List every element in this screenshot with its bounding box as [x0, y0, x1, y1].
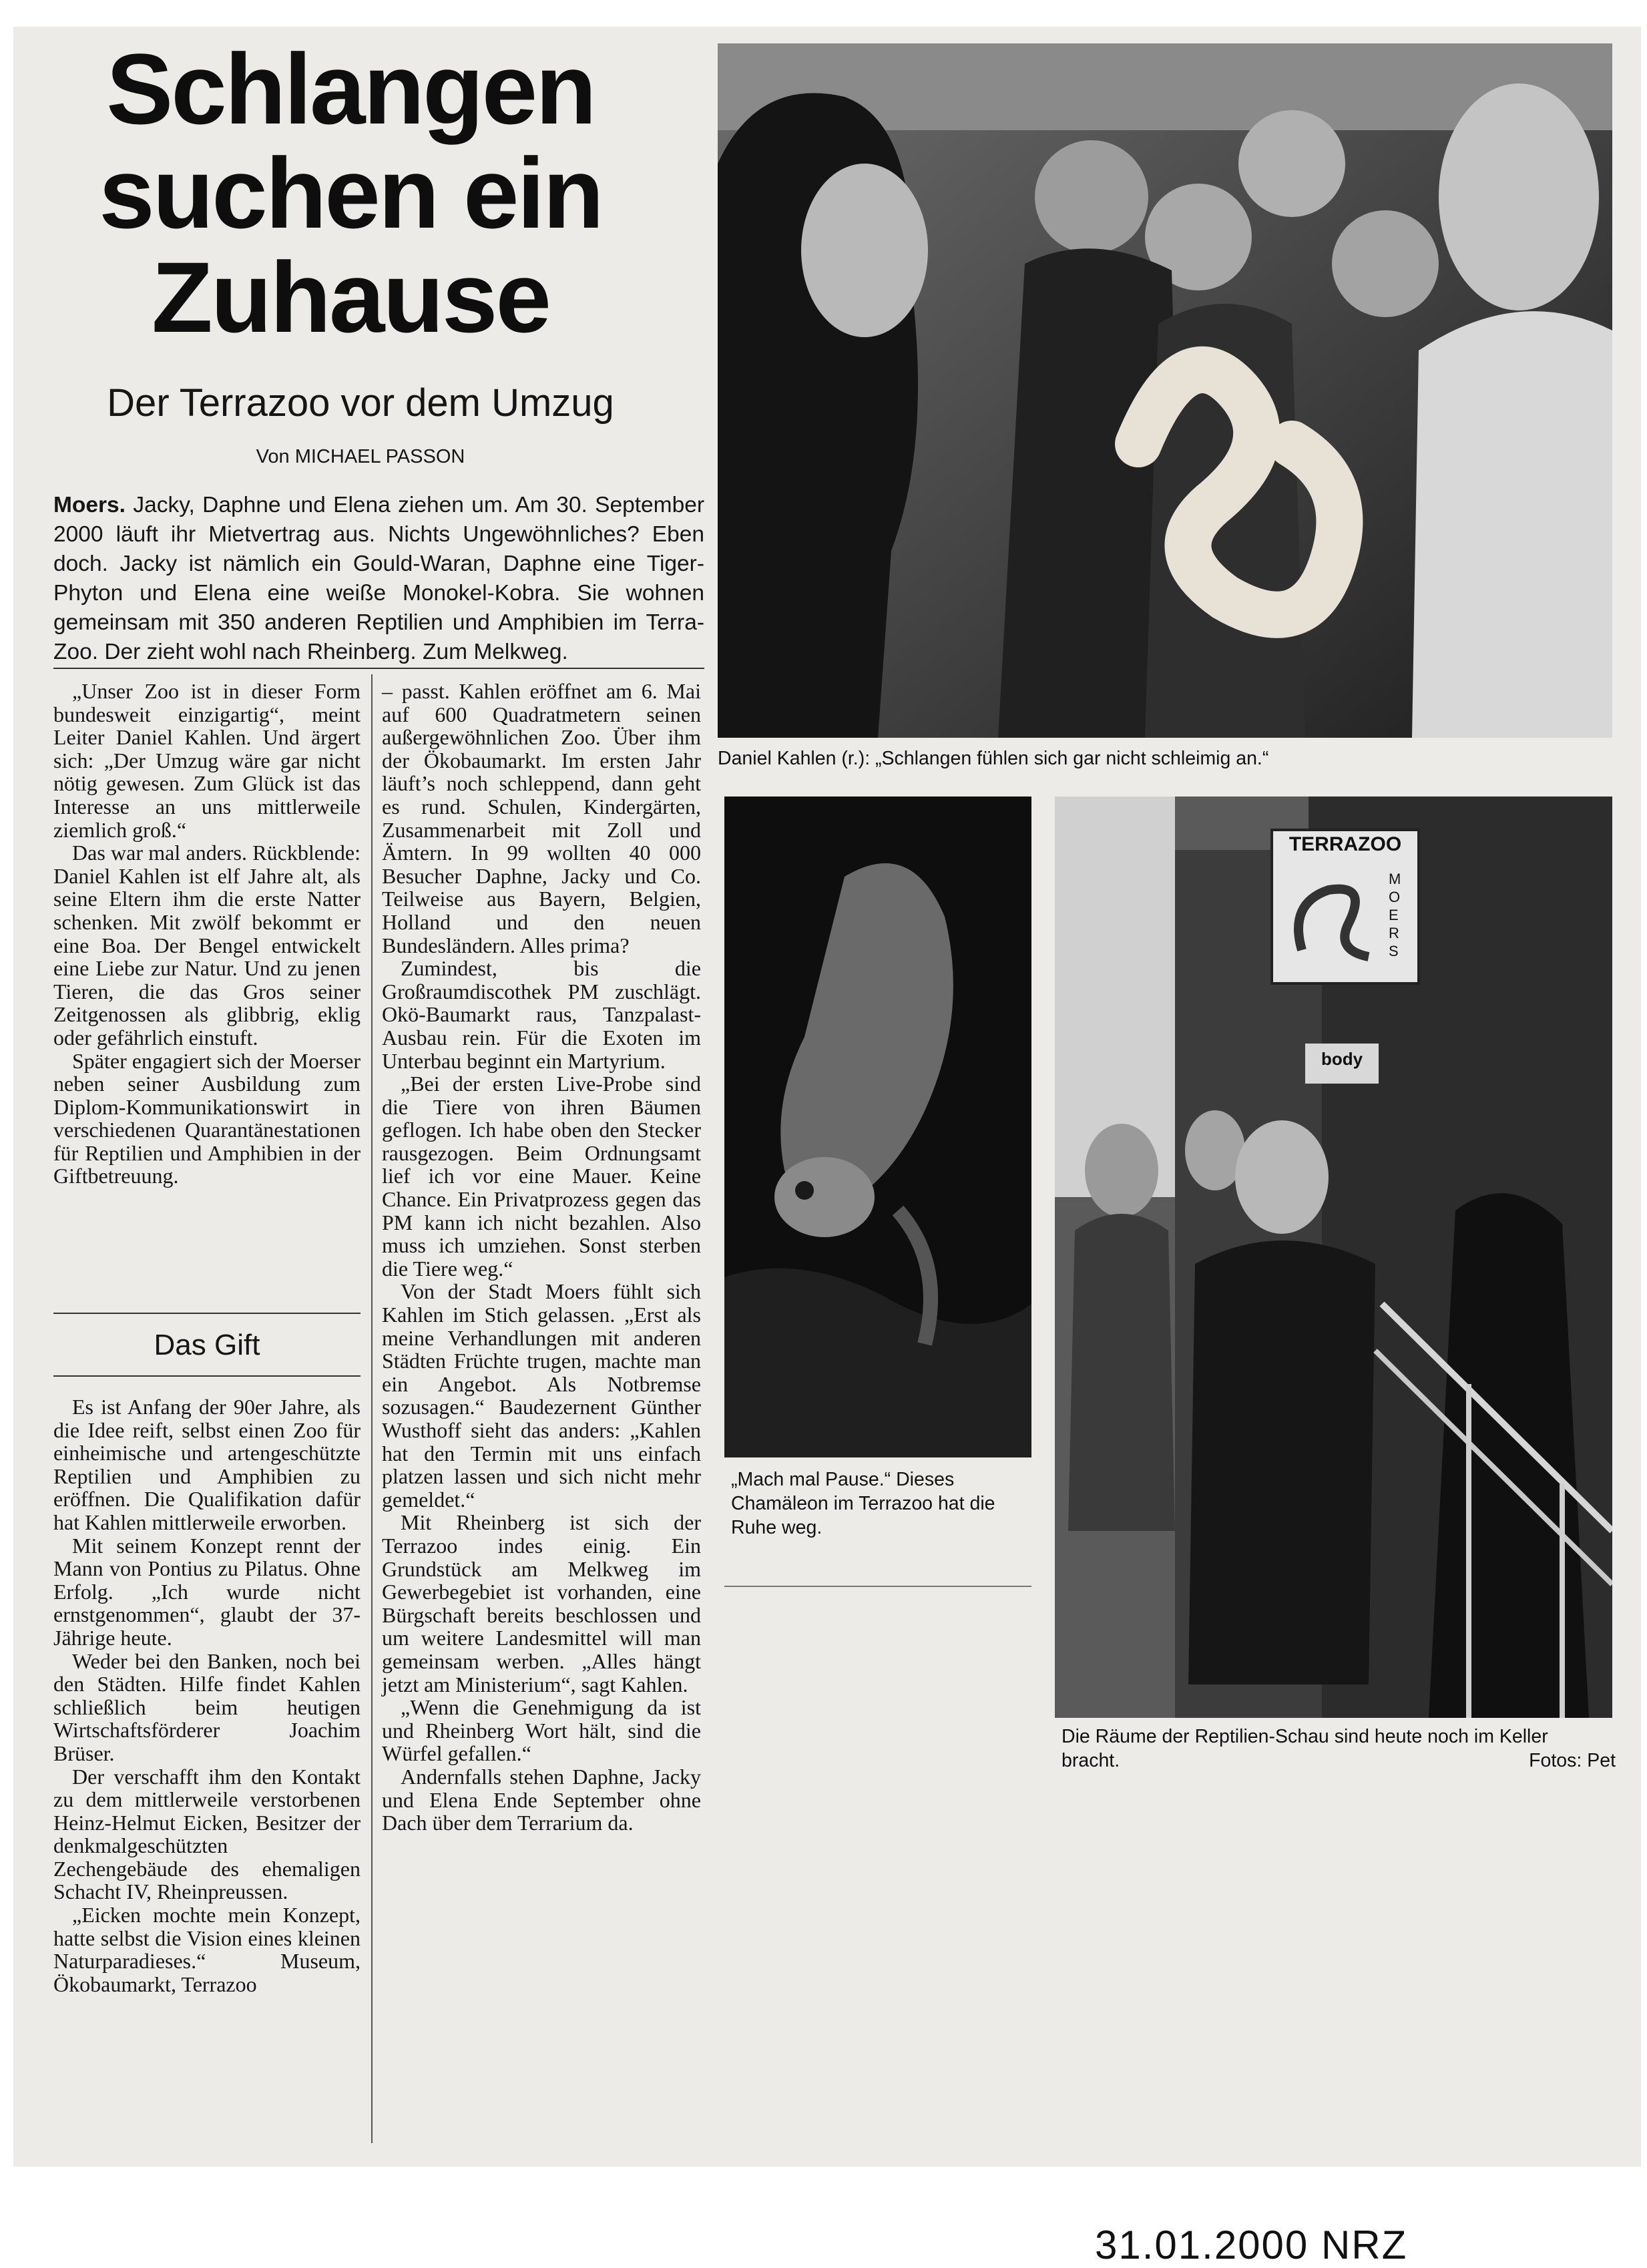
headline-line: suchen ein — [99, 137, 602, 249]
photo-entrance — [1055, 797, 1612, 1718]
paragraph: „Bei der ersten Live-Probe sind die Tiere von ihren Bäumen geflogen. Ich habe oben den Stecker rausgezogen. Beim Ordnungsamt lief ich vor eine Mauer. Keine Chance. Ein Privatprozess gegen das PM kann ich nicht bezahlen. Also muss ich umziehen. Sonst sterben die Tiere weg.“ — [382, 1072, 701, 1281]
shop-sign: body — [1321, 1049, 1363, 1069]
section-divider — [53, 1313, 361, 1314]
headline-line: Schlangen — [106, 33, 595, 145]
column-1b — [53, 1395, 361, 1996]
paragraph: Der verschafft ihm den Kontakt zu dem mittlerweile verstorbenen Heinz-Helmut Eicken, Besitzer der denkmalgeschützten Zechengebäude des ehemaligen Schacht IV, Rheinpreussen. — [53, 1764, 361, 1904]
paragraph: Zumindest, bis die Großraumdiscothek PM zuschlägt. Okö-Baumarkt raus, Tanzpalast-Ausbau rein. Für die Exoten im Unterbau beginnt ein Martyrium. — [382, 956, 701, 1073]
moers-sign: MOERS — [1389, 871, 1401, 959]
caption-divider — [724, 1586, 1031, 1587]
caption-entrance-line: bracht. — [1062, 1750, 1120, 1771]
paragraph: Mit Rheinberg ist sich der Terrazoo indes einig. Ein Grundstück am Melkweg im Gewerbegebiet ist vorhanden, eine Bürgschaft bereits beschlossen und um weitere Landesmittel will man gemeinsam werben. „Alles hängt jetzt am Ministerium“, sagt Kahlen. — [382, 1510, 701, 1696]
photo-credit: Fotos: Pet — [1529, 1750, 1616, 1771]
paragraph: Von der Stadt Moers fühlt sich Kahlen im Stich gelassen. „Erst als meine Verhandlungen mit anderen Städten Früchte trugen, machte man ein Angebot. Als Notbremse sozusagen.“ Baudezernent Günther Wusthoff sieht das anders: „Kahlen hat den Termin mit uns einfach platzen lassen und sich nicht mehr gemeldet.“ — [382, 1279, 701, 1512]
caption-entrance-row — [1062, 1749, 1616, 1773]
paragraph: Das war mal anders. Rückblende: Daniel Kahlen ist elf Jahre alt, als seine Eltern ihm die erste Natter schenken. Mit zwölf bekommt er eine Boa. Der Bengel entwickelt eine Liebe zur Natur. Und zu jenen Tieren, die das Gros seiner Zeitgenossen als glibbrig, eklig oder gefährlich einstuft. — [53, 841, 361, 1050]
paragraph: „Eicken mochte mein Konzept, hatte selbst die Vision eines kleinen Naturparadieses.“ Museum, Ökobaumarkt, Terrazoo — [53, 1903, 361, 1996]
caption-entrance-line: Die Räume der Reptilien-Schau sind heute noch im Keller — [1062, 1726, 1548, 1747]
lead-text: Jacky, Daphne und Elena ziehen um. Am 30. September 2000 läuft ihr Mietvertrag aus. Nichts Ungewöhnliches? Eben doch. Jacky ist nämlich ein Gould-Waran, Daphne eine Tiger-Phyton und Elena eine weiße Monokel-Kobra. Sie wohnen gemeinsam mit 350 anderen Reptilien und Amphibien im Terra-Zoo. Der zieht wohl nach Rheinberg. Zum Melkweg. — [53, 493, 704, 664]
lead-divider — [53, 668, 704, 669]
lead-paragraph — [53, 491, 704, 667]
date-stamp: 31.01.2000 NRZ — [1095, 2223, 1408, 2267]
caption-entrance — [1062, 1725, 1616, 1773]
column-2 — [382, 680, 701, 1835]
paragraph: „Wenn die Genehmigung da ist und Rheinberg Wort hält, sind die Würfel gefallen.“ — [382, 1695, 701, 1766]
headline — [73, 33, 628, 353]
photo-chameleon — [724, 797, 1031, 1457]
column-1 — [53, 680, 361, 1188]
caption-snake: Daniel Kahlen (r.): „Schlangen fühlen sich gar nicht schleimig an.“ — [718, 748, 1269, 769]
photo-snake-handling — [718, 43, 1612, 738]
terrazoo-sign: TERRAZOO — [1288, 833, 1402, 855]
dateline: Moers. — [53, 493, 126, 517]
paragraph: Andernfalls stehen Daphne, Jacky und Elena Ende September ohne Dach über dem Terrarium da. — [382, 1764, 701, 1835]
headline-line: Zuhause — [152, 241, 549, 353]
paragraph: Es ist Anfang der 90er Jahre, als die Idee reift, selbst einen Zoo für einheimische und artengeschützte Reptilien und Amphibien zu eröffnen. Die Qualifikation dafür hat Kahlen mittlerweile erworben. — [53, 1395, 361, 1534]
paragraph: Mit seinem Konzept rennt der Mann von Pontius zu Pilatus. Ohne Erfolg. „Ich wurde nicht ernstgenommen“, glaubt der 37-Jährige heute. — [53, 1533, 361, 1650]
paragraph: Weder bei den Banken, noch bei den Städten. Hilfe findet Kahlen schließlich beim heutigen Wirtschaftsförderer Joachim Brüser. — [53, 1648, 361, 1765]
section-divider — [53, 1375, 361, 1377]
paragraph: Später engagiert sich der Moerser neben seiner Ausbildung zum Diplom-Kommunikationswirt in verschiedenen Quarantänestationen für Reptilien und Amphibien in der Giftbetreuung. — [53, 1048, 361, 1188]
paragraph: – passt. Kahlen eröffnet am 6. Mai auf 600 Quadratmetern seinen außergewöhnlichen Zoo. Über ihm der Ökobaumarkt. Im ersten Jahr läuft’s noch schleppend, dann geht es rund. Schulen, Kindergärten, Zusammenarbeit mit Zoll und Ämtern. In 99 wollten 40 000 Besucher Daphne, Jacky und Co. Teilweise aus Bayern, Belgien, Holland und den neuen Bundesländern. Alles prima? — [382, 679, 701, 957]
paragraph: „Unser Zoo ist in dieser Form bundesweit einzigartig“, meint Leiter Daniel Kahlen. Und ärgert sich: „Der Umzug wäre gar nicht nötig gewesen. Zum Glück ist das Interesse an uns mittlerweile ziemlich groß.“ — [53, 679, 361, 842]
column-divider — [371, 674, 373, 2143]
byline: Von MICHAEL PASSON — [256, 446, 465, 467]
subheadline: Der Terrazoo vor dem Umzug — [107, 381, 614, 425]
caption-chameleon: „Mach mal Pause.“ Dieses Chamäleon im Terrazoo hat die Ruhe weg. — [731, 1469, 995, 1538]
section-title: Das Gift — [154, 1329, 260, 1361]
